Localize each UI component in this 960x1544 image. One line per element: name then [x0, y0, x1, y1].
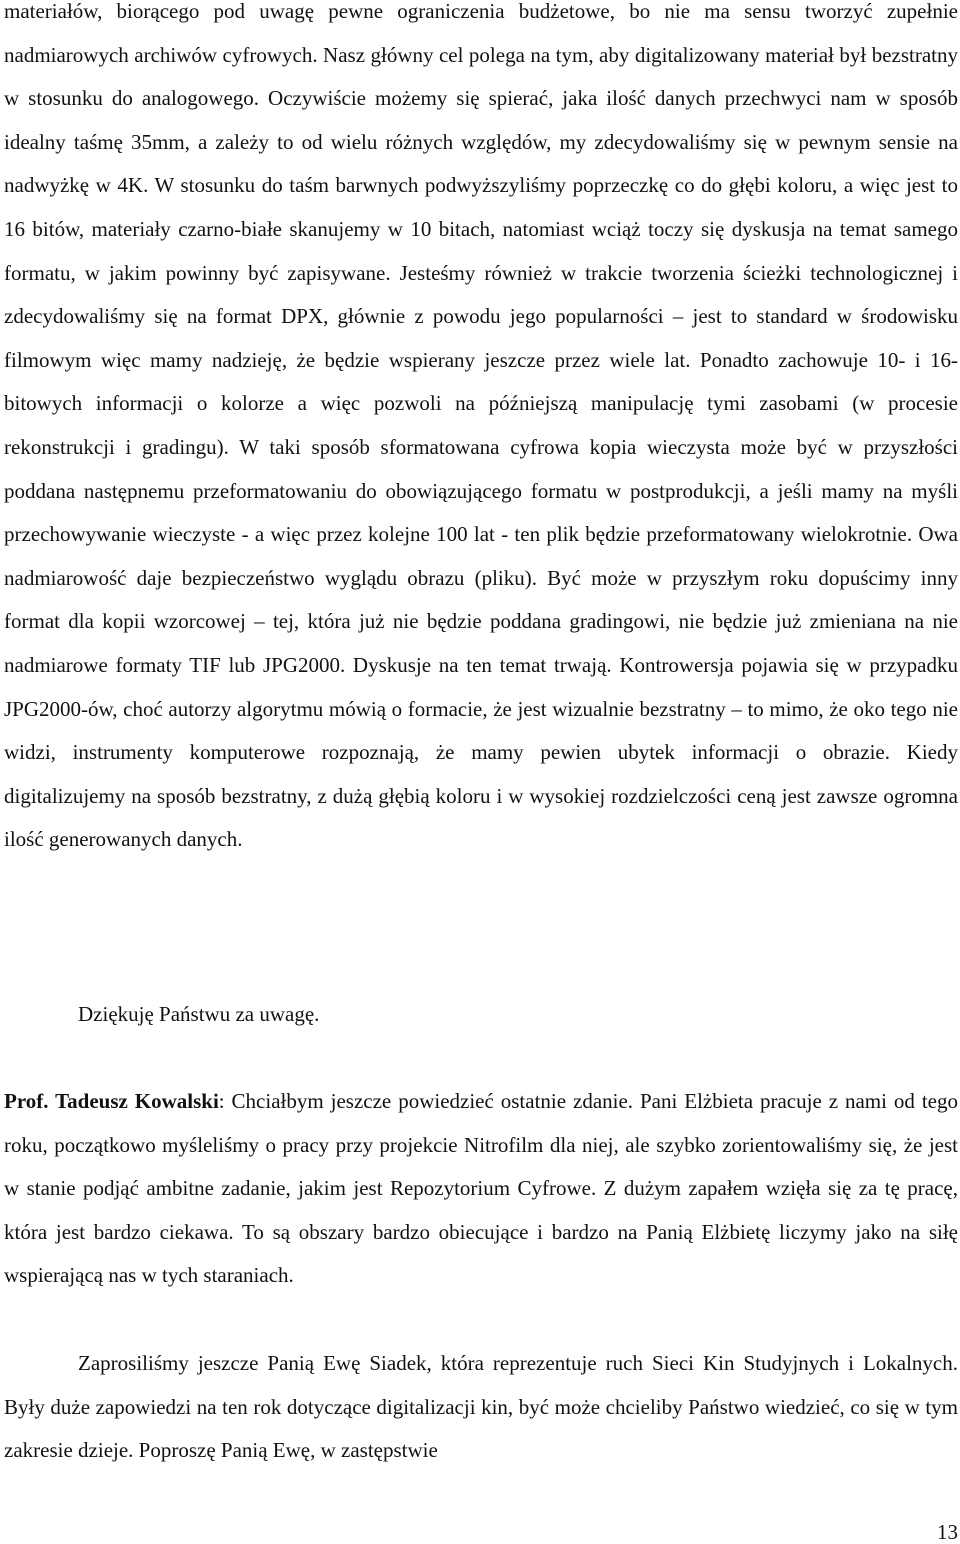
body-paragraph-speaker: [4, 1080, 958, 1298]
closing-thanks: Dziękuję Państwu za uwagę.: [78, 1002, 320, 1026]
body-paragraph-1: materiałów, biorącego pod uwagę pewne ograniczenia budżetowe, bo nie ma sensu tworzyć zupełnie nadmiarowych archiwów cyfrowych. Nasz główny cel polega na tym, aby digitalizowany materiał był bezstratny w stosunku do analogowego. Oczywiście możemy się spierać, jaka ilość danych przechwyci nam w sposób idealny taśmę 35mm, a zależy to od wielu różnych względów, my zdecydowaliśmy się w pewnym sensie na nadwyżkę w 4K. W stosunku do taśm barwnych podwyższyliśmy poprzeczkę co do głębi koloru, a więc jest to 16 bitów, materiały czarno-białe skanujemy w 10 bitach, natomiast wciąż toczy się dyskusja na temat samego formatu, w jakim powinny być zapisywane. Jesteśmy również w trakcie tworzenia ścieżki technologicznej i zdecydowaliśmy się na format DPX, głównie z powodu jego popularności – jest to standard w środowisku filmowym więc mamy nadzieję, że będzie wspierany jeszcze przez wiele lat. Ponadto zachowuje 10- i 16-bitowych informacji o kolorze a więc pozwoli na późniejszą manipulację tymi zasobami (w procesie rekonstrukcji i gradingu). W taki sposób sformatowana cyfrowa kopia wieczysta może być w przyszłości poddana następnemu przeformatowaniu do obowiązującego formatu w postprodukcji, a jeśli mamy na myśli przechowywanie wieczyste - a więc przez kolejne 100 lat - ten plik będzie przeformatowany wielokrotnie. Owa nadmiarowość daje bezpieczeństwo wyglądu obrazu (pliku). Być może w przyszłym roku dopuścimy inny format dla kopii wzorcowej – tej, która już nie będzie poddana gradingowi, nie będzie już zmieniana na nie nadmiarowe formaty TIF lub JPG2000. Dyskusje na ten temat trwają. Kontrowersja pojawia się w przypadku JPG2000-ów, choć autorzy algorytmu mówią o formacie, że jest wizualnie bezstratny – to mimo, że oko tego nie widzi, instrumenty komputerowe rozpoznają, że mamy pewien ubytek informacji o obrazie. Kiedy digitalizujemy na sposób bezstratny, z dużą głębią koloru i w wysokiej rozdzielczości ceną jest zawsze ogromna ilość generowanych danych.: [4, 0, 958, 852]
speaker-statement: : Chciałbym jeszcze powiedzieć ostatnie zdanie. Pani Elżbieta pracuje z nami od tego roku, początkowo myśleliśmy o pracy przy projekcie Nitrofilm dla niej, ale szybko zorientowaliśmy się, że jest w stanie podjąć ambitne zadanie, jakim jest Repozytorium Cyfrowe. Z dużym zapałem wzięła się za tę pracę, która jest bardzo ciekawa. To są obszary bardzo obiecujące i bardzo na Panią Elżbietę liczymy jako na siłę wspierającą nas w tych staraniach.: [4, 1089, 958, 1288]
speaker-name: Prof. Tadeusz Kowalski: [4, 1089, 219, 1113]
page-number: 13: [937, 1520, 958, 1544]
body-paragraph-invitation: Zaprosiliśmy jeszcze Panią Ewę Siadek, która reprezentuje ruch Sieci Kin Studyjnych i Lokalnych. Były duże zapowiedzi na ten rok dotyczące digitalizacji kin, być może chcieliby Państwo wiedzieć, co się w tym zakresie dzieje. Poproszę Panią Ewę, w zastępstwie: [4, 1351, 958, 1463]
